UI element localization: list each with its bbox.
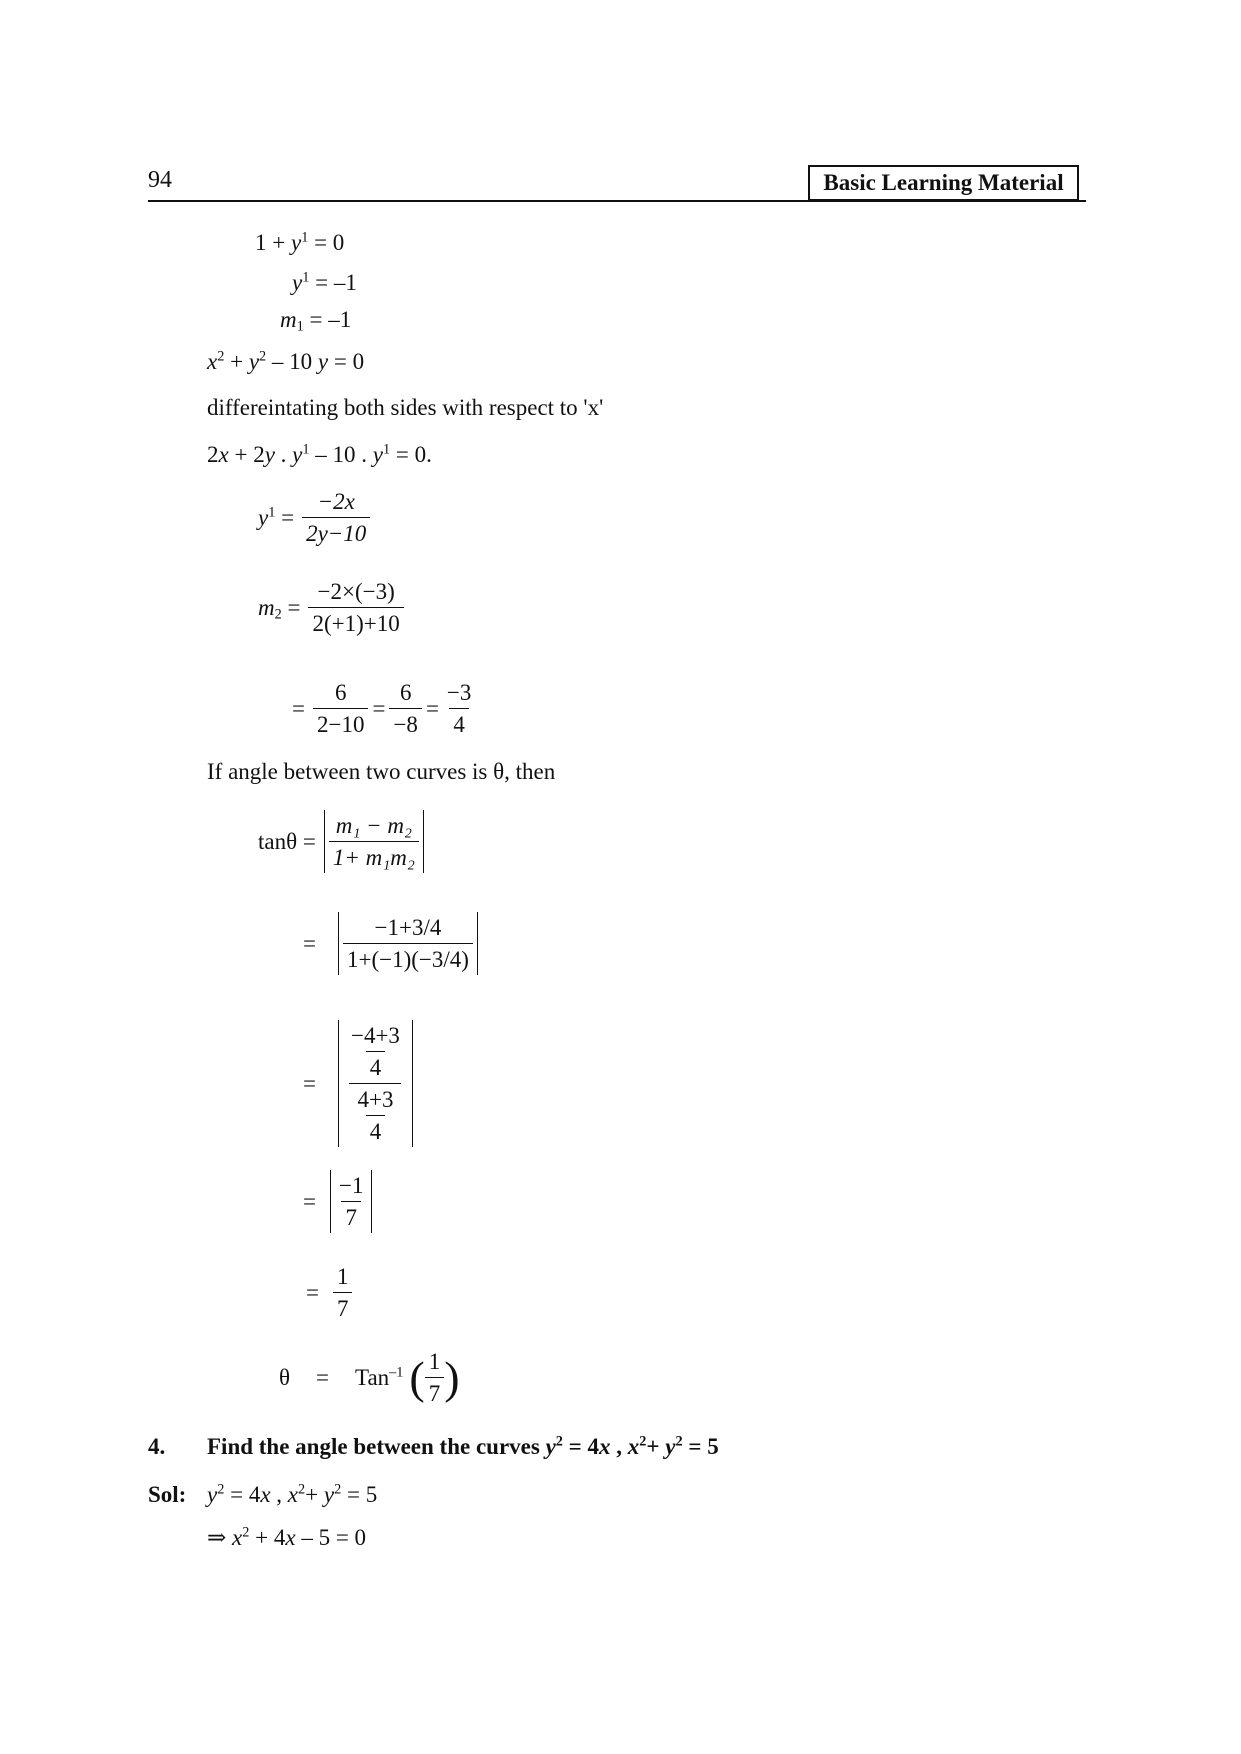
fraction	[302, 490, 370, 545]
eq-text: = 4	[224, 1482, 261, 1507]
fraction	[347, 1024, 404, 1079]
parentheses: ( $\frac{1}{7}$ )	[409, 1349, 460, 1406]
eq-var: x	[599, 1434, 611, 1459]
eq-sign: =	[303, 1189, 316, 1214]
eq-sign: =	[425, 696, 439, 721]
eq-y1-fraction	[258, 490, 370, 545]
eq-line-2	[292, 271, 357, 294]
eq-text: = 4	[562, 1434, 600, 1459]
eq-sup: 1	[302, 269, 310, 286]
fraction	[343, 916, 473, 971]
fraction	[425, 1350, 445, 1405]
eq-sup: 2	[639, 1433, 647, 1450]
fraction	[329, 814, 419, 869]
fraction	[443, 681, 475, 736]
fraction-numerator: −2x	[317, 489, 355, 514]
eq-step-4	[306, 1265, 352, 1320]
text-if-angle: If angle between two curves is θ, then	[207, 759, 556, 784]
solution-line-2	[207, 1526, 366, 1549]
fraction-denominator: 7	[425, 1377, 445, 1405]
eq-var: y	[248, 349, 260, 374]
eq-var: m	[280, 307, 297, 332]
eq-sign: =	[281, 505, 295, 530]
text-differentiating: differeintating both sides with respect to 'x'	[207, 395, 604, 420]
eq-sign: =	[292, 696, 305, 721]
eq-text: + 4	[249, 1525, 286, 1550]
fraction	[389, 681, 421, 736]
fraction-denominator: 4	[449, 708, 469, 736]
eq-sign: =	[303, 931, 316, 956]
eq-text: θ	[279, 1365, 291, 1390]
fraction	[333, 1265, 353, 1320]
eq-m2-fraction	[258, 580, 404, 635]
solution-line-1	[207, 1483, 377, 1506]
eq-sign: =	[303, 1071, 316, 1096]
eq-sup: 2	[217, 1481, 225, 1498]
absolute-value	[330, 1170, 372, 1233]
problem-text: Find the angle between the curves	[207, 1434, 546, 1459]
fraction-numerator: −2×(−3)	[317, 579, 395, 604]
fraction-denominator: 1+ m₁m₂	[329, 841, 419, 869]
eq-sup: 2	[259, 348, 267, 365]
eq-text: – 5 = 0	[295, 1525, 367, 1550]
eq-var: y	[207, 1482, 218, 1507]
fraction-numerator: −1+3/4	[374, 915, 442, 940]
eq-text: Tan	[355, 1365, 390, 1390]
eq-var: y	[290, 230, 302, 255]
eq-var: y	[372, 442, 383, 467]
fraction	[313, 681, 368, 736]
absolute-value	[338, 1020, 413, 1147]
eq-text: = 5	[682, 1434, 719, 1459]
eq-sup: 2	[298, 1481, 306, 1498]
fraction-denominator: 7	[333, 1292, 353, 1320]
eq-sup: 2	[242, 1524, 250, 1541]
fraction-denominator: 2y−10	[302, 517, 370, 545]
eq-step-2	[303, 1020, 413, 1147]
eq-var: x	[232, 1525, 243, 1550]
absolute-value	[324, 810, 424, 873]
implies-arrow: ⇒	[207, 1525, 233, 1550]
eq-sup: 1	[301, 229, 309, 246]
fraction	[335, 1174, 367, 1229]
fraction-denominator: −8	[389, 708, 421, 736]
eq-text: = 0	[308, 230, 345, 255]
eq-var: y	[292, 442, 303, 467]
eq-var: y	[665, 1434, 676, 1459]
header-rule	[148, 200, 1086, 202]
eq-sup: –1	[389, 1364, 404, 1381]
eq-line-6	[207, 443, 432, 466]
eq-text: = –1	[303, 307, 352, 332]
fraction-denominator: 2−10	[313, 708, 368, 736]
eq-text: 1 +	[255, 230, 291, 255]
eq-sup: 1	[302, 441, 310, 458]
eq-var: x	[207, 349, 218, 374]
fraction-denominator: 4	[366, 1051, 386, 1079]
eq-var: x	[218, 442, 229, 467]
eq-theta-result	[279, 1350, 460, 1405]
eq-text: tanθ	[258, 829, 298, 854]
fraction-numerator: m₁ − m₂	[335, 813, 412, 838]
eq-text: ,	[270, 1482, 288, 1507]
eq-var: x	[260, 1482, 271, 1507]
header-title-box: Basic Learning Material	[808, 165, 1079, 201]
eq-step-3	[303, 1170, 372, 1233]
problem-statement	[207, 1435, 719, 1458]
fraction-numerator: 1	[428, 1349, 441, 1374]
eq-sign: =	[372, 696, 386, 721]
eq-text: = 0.	[390, 442, 432, 467]
fraction-numerator: 6	[399, 680, 412, 705]
eq-line-3	[280, 307, 352, 335]
eq-sup: 2	[675, 1433, 683, 1450]
eq-sup: 2	[555, 1433, 563, 1450]
eq-var: x	[627, 1434, 640, 1459]
eq-sup: 2	[217, 348, 225, 365]
fraction-numerator: 1	[336, 1264, 349, 1289]
eq-var: y	[323, 1482, 335, 1507]
eq-text: + 2	[228, 442, 265, 467]
solution-label: Sol:	[148, 1482, 187, 1507]
problem-number: 4.	[148, 1434, 166, 1459]
eq-step-1	[303, 912, 478, 975]
eq-sub: 1	[296, 318, 304, 335]
eq-sign: =	[302, 829, 316, 854]
fraction-numerator: −1	[338, 1173, 364, 1198]
fraction-numerator: −4+3	[350, 1023, 400, 1048]
eq-text: 2	[207, 442, 219, 467]
eq-sign: =	[287, 595, 301, 620]
eq-text: +	[224, 349, 249, 374]
eq-text: = –1	[309, 270, 357, 295]
fraction-denominator: 7	[341, 1201, 361, 1229]
fraction-numerator: 6	[334, 680, 347, 705]
eq-text: +	[305, 1482, 324, 1507]
fraction-numerator: −3	[446, 680, 472, 705]
fraction-denominator: 4	[366, 1115, 386, 1143]
fraction-denominator: 2(+1)+10	[308, 607, 403, 635]
eq-var: y	[264, 442, 275, 467]
fraction	[308, 580, 403, 635]
absolute-value	[338, 912, 478, 975]
eq-sup: 1	[268, 504, 276, 521]
eq-text: +	[646, 1434, 666, 1459]
eq-tan-theta	[258, 810, 424, 873]
eq-text: = 5	[341, 1482, 378, 1507]
eq-text: = 0	[328, 349, 365, 374]
fraction	[343, 1024, 408, 1143]
page-number: 94	[148, 167, 172, 193]
eq-var: y	[258, 505, 269, 530]
eq-line-4	[207, 350, 364, 373]
eq-var: y	[545, 1434, 556, 1459]
fraction-numerator: 4+3	[357, 1087, 394, 1112]
eq-m2-simplify	[292, 681, 475, 736]
eq-sup: 1	[382, 441, 391, 458]
eq-sign: =	[306, 1280, 319, 1305]
eq-text: – 10 .	[309, 442, 373, 467]
eq-var: x	[285, 1525, 296, 1550]
eq-var: y	[317, 349, 329, 374]
fraction	[353, 1088, 397, 1143]
eq-line-1	[255, 231, 344, 254]
eq-text: ,	[610, 1434, 628, 1459]
eq-text: – 10	[266, 349, 318, 374]
fraction-denominator: 1+(−1)(−3/4)	[343, 943, 473, 971]
eq-var: x	[287, 1482, 299, 1507]
eq-text: .	[274, 442, 293, 467]
eq-var: y	[292, 270, 303, 295]
eq-sub: 2	[274, 606, 282, 623]
eq-var: m	[258, 595, 275, 620]
eq-sup: 2	[334, 1481, 342, 1498]
eq-sign: =	[316, 1365, 330, 1390]
